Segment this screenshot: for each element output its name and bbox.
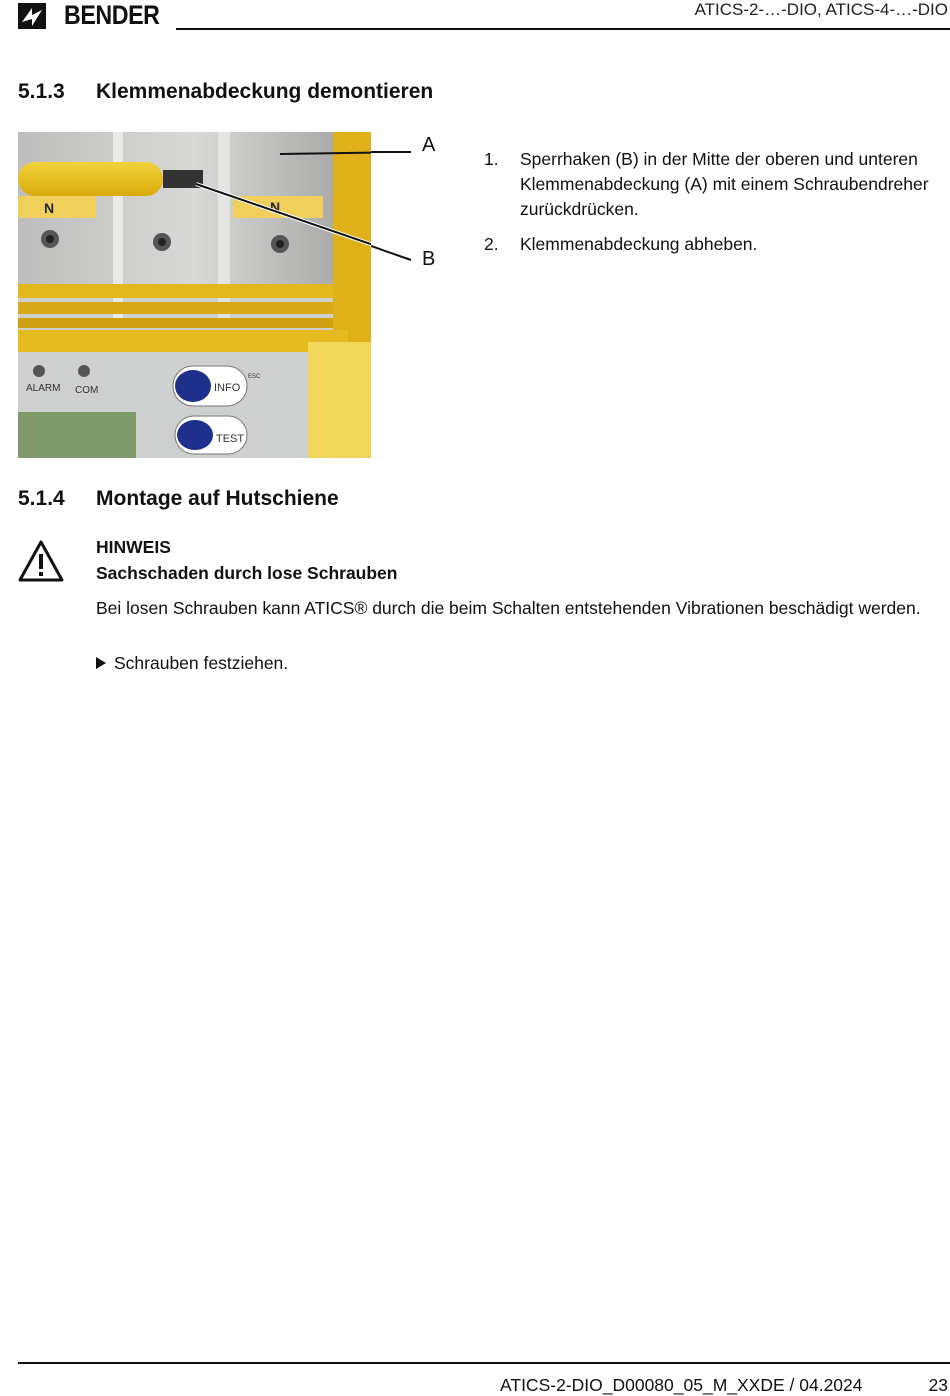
- terminal-cover-illustration: [18, 132, 371, 458]
- arrow-right-icon: [96, 657, 106, 669]
- device-photo: [18, 132, 371, 458]
- notice-title: HINWEIS: [96, 537, 171, 557]
- callout-b: B: [422, 248, 436, 270]
- bender-logo: [18, 0, 178, 32]
- logo-text: BENDER: [64, 0, 160, 30]
- alarm-led-label: ALARM: [26, 383, 61, 394]
- footer-rule: [18, 1362, 950, 1364]
- section-number: 5.1.3: [18, 80, 65, 103]
- test-button-label: TEST: [216, 433, 245, 445]
- notice-subtitle: Sachschaden durch lose Schrauben: [96, 563, 398, 583]
- terminal-label: N: [270, 199, 281, 215]
- callout-leaders: [371, 140, 416, 270]
- com-led-label: COM: [75, 385, 99, 396]
- page-number: 23: [928, 1375, 948, 1395]
- list-item: [484, 232, 944, 257]
- info-button-label: INFO: [214, 382, 241, 394]
- section-heading-5-1-4: [18, 487, 339, 511]
- bender-logo-icon: [18, 0, 48, 32]
- step-number: 1.: [484, 149, 499, 169]
- list-item: [484, 147, 944, 222]
- esc-label: ESC: [248, 374, 261, 380]
- section-heading-5-1-3: [18, 80, 433, 104]
- section-number: 5.1.4: [18, 487, 65, 510]
- step-number: 2.: [484, 234, 499, 254]
- document-id: ATICS-2-DIO_D00080_05_M_XXDE / 04.2024: [500, 1375, 863, 1395]
- notice-body: Bei losen Schrauben kann ATICS® durch die beim Schalten entstehenden Vibrationen beschädigt werden.: [96, 598, 921, 618]
- header-rule: [176, 28, 950, 30]
- step-text: Sperrhaken (B) in der Mitte der oberen und unteren Klemmenabdeckung (A) mit einem Schraubendreher zurückdrücken.: [520, 149, 929, 219]
- terminal-label: N: [44, 200, 55, 216]
- notice-action: [96, 653, 288, 674]
- step-list: [484, 147, 944, 267]
- warning-triangle-icon: [17, 539, 65, 588]
- document-title: ATICS-2-…-DIO, ATICS-4-…-DIO: [694, 0, 948, 19]
- section-title: Montage auf Hutschiene: [96, 487, 339, 510]
- section-title: Klemmenabdeckung demontieren: [96, 80, 434, 103]
- action-text: Schrauben festziehen.: [114, 653, 289, 673]
- step-text: Klemmenabdeckung abheben.: [520, 234, 758, 254]
- callout-a: A: [422, 134, 436, 156]
